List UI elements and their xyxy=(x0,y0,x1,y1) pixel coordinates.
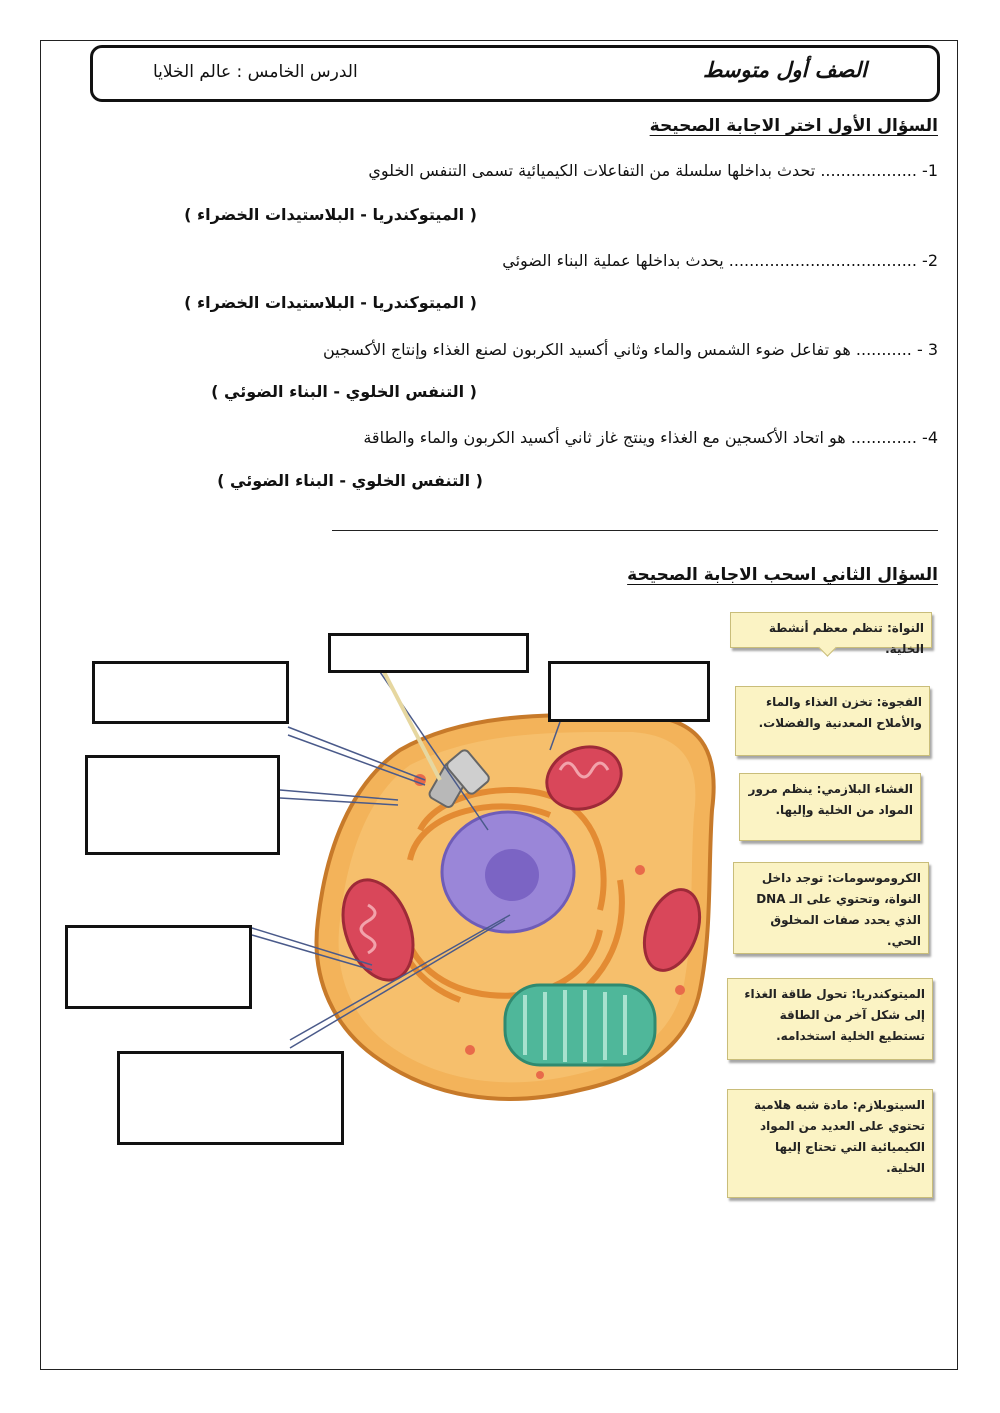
answer-card-mitochondria[interactable] xyxy=(727,978,933,1060)
answer-card-cytoplasm[interactable] xyxy=(727,1089,933,1198)
answer-card-text: الكروموسومات: توجد داخل النواة، وتحتوي على الـ DNA الذي يحدد صفات المخلوق الحي. xyxy=(756,871,921,948)
golgi-apparatus xyxy=(505,985,655,1065)
drop-box-2[interactable] xyxy=(328,633,529,673)
question1-item-1: 1- ................... تحدث بداخلها سلسلة من التفاعلات الكيميائية تسمى التنفس الخلوي xyxy=(368,161,938,180)
answer-card-text: الميتوكندريا: تحول طاقة الغذاء إلى شكل آخر من الطاقة تستطيع الخلية استخدامه. xyxy=(744,987,925,1043)
answer-card-text: النواة: تنظم معظم أنشطة الخلية. xyxy=(768,621,924,656)
question1-heading: السؤال الأول اختر الاجابة الصحيحة xyxy=(649,116,938,136)
question1-item-3: 3 - ........... هو تفاعل ضوء الشمس والماء وثاني أكسيد الكربون لصنع الغذاء وإنتاج الأكسجين xyxy=(322,340,938,359)
question1-choices-2[interactable]: ( الميتوكندريا - البلاستيدات الخضراء ) xyxy=(184,293,477,312)
answer-card-vacuole[interactable] xyxy=(735,686,930,756)
nucleolus xyxy=(485,849,539,901)
drop-box-5[interactable] xyxy=(65,925,252,1009)
drop-box-1[interactable] xyxy=(92,661,289,724)
drop-box-3[interactable] xyxy=(548,661,710,722)
lesson-title: الدرس الخامس : عالم الخلايا xyxy=(153,62,358,82)
answer-card-plasma-membrane[interactable] xyxy=(739,773,921,841)
grade-title: الصف أول متوسط xyxy=(702,57,867,82)
answer-card-text: الفجوة: تخزن الغذاء والماء والأملاح المعدنية والفضلات. xyxy=(758,695,922,730)
question1-choices-4[interactable]: ( التنفس الخلوي - البناء الضوئي ) xyxy=(217,471,483,490)
question1-choices-1[interactable]: ( الميتوكندريا - البلاستيدات الخضراء ) xyxy=(184,205,477,224)
answer-card-chromosomes[interactable] xyxy=(733,862,929,954)
question1-choices-3[interactable]: ( التنفس الخلوي - البناء الضوئي ) xyxy=(211,382,477,401)
answer-card-nucleus[interactable] xyxy=(730,612,932,656)
answer-card-text: السيتوبلازم: مادة شبه هلامية تحتوي على العديد من المواد الكيميائية التي تحتاج إليها الخلية. xyxy=(754,1098,925,1175)
drop-box-6[interactable] xyxy=(117,1051,344,1145)
question1-item-4: 4- ............. هو اتحاد الأكسجين مع الغذاء وينتج غاز ثاني أكسيد الكربون والماء والطاقة xyxy=(363,428,938,447)
drop-box-4[interactable] xyxy=(85,755,280,855)
answer-card-text: الغشاء البلازمي: ينظم مرور المواد من الخلية وإليها. xyxy=(748,782,913,817)
question2-heading: السؤال الثاني اسحب الاجابة الصحيحة xyxy=(627,565,938,585)
question1-item-2: 2- ..................................... يحدث بداخلها عملية البناء الضوئي xyxy=(502,251,938,270)
